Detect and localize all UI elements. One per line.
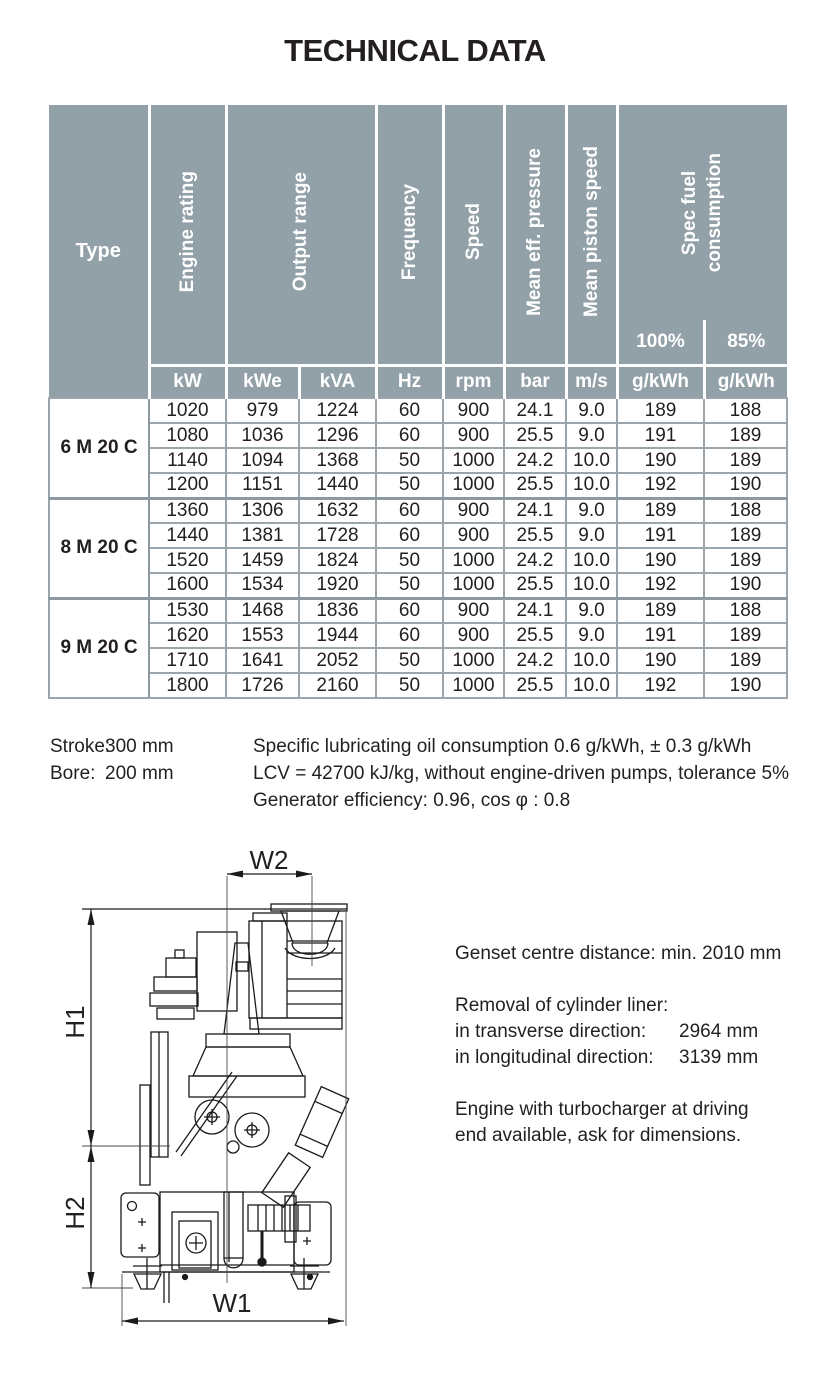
bore-label: Bore: — [50, 763, 96, 784]
data-cell: 24.2 — [504, 548, 566, 573]
column-header-speed: Speed — [443, 105, 504, 365]
table-row — [49, 598, 787, 623]
unit-gkwh-85: g/kWh — [704, 365, 787, 398]
data-cell: 1534 — [226, 573, 299, 598]
technical-data-table — [48, 105, 788, 699]
data-cell: 189 — [704, 648, 787, 673]
unit-gkwh-100: g/kWh — [617, 365, 704, 398]
data-cell: 1000 — [443, 573, 504, 598]
engine-type: 9 M 20 C — [49, 598, 149, 698]
unit-hz: Hz — [376, 365, 443, 398]
data-cell: 1020 — [149, 398, 226, 423]
data-cell: 1381 — [226, 523, 299, 548]
data-cell: 1600 — [149, 573, 226, 598]
table-row — [49, 573, 787, 598]
data-cell: 1920 — [299, 573, 376, 598]
data-cell: 900 — [443, 498, 504, 523]
data-cell: 1000 — [443, 673, 504, 698]
data-cell: 1140 — [149, 448, 226, 473]
data-cell: 1080 — [149, 423, 226, 448]
dimension-notes — [455, 941, 805, 1149]
engine-dimension-drawing — [40, 830, 460, 1340]
data-cell: 190 — [617, 548, 704, 573]
dim-label-h2: H2 — [60, 1196, 90, 1230]
table-row — [49, 623, 787, 648]
data-cell: 1000 — [443, 448, 504, 473]
data-cell: 10.0 — [566, 573, 617, 598]
data-cell: 1944 — [299, 623, 376, 648]
data-cell: 1520 — [149, 548, 226, 573]
table-row — [49, 398, 787, 423]
data-cell: 1224 — [299, 398, 376, 423]
data-cell: 1200 — [149, 473, 226, 498]
data-cell: 190 — [617, 448, 704, 473]
data-cell: 9.0 — [566, 423, 617, 448]
unit-kva: kVA — [299, 365, 376, 398]
data-cell: 25.5 — [504, 523, 566, 548]
data-cell: 50 — [376, 448, 443, 473]
data-cell: 10.0 — [566, 548, 617, 573]
data-cell: 25.5 — [504, 573, 566, 598]
engine-group-6m20c — [49, 398, 787, 498]
data-cell: 192 — [617, 473, 704, 498]
data-cell: 1710 — [149, 648, 226, 673]
data-cell: 9.0 — [566, 623, 617, 648]
column-header-output-range: Output range — [226, 105, 376, 365]
data-cell: 60 — [376, 498, 443, 523]
data-cell: 189 — [704, 448, 787, 473]
data-cell: 1000 — [443, 648, 504, 673]
data-cell: 191 — [617, 423, 704, 448]
data-cell: 900 — [443, 598, 504, 623]
data-cell: 50 — [376, 548, 443, 573]
data-cell: 1632 — [299, 498, 376, 523]
data-cell: 1000 — [443, 548, 504, 573]
data-cell: 1036 — [226, 423, 299, 448]
data-cell: 2052 — [299, 648, 376, 673]
data-cell: 50 — [376, 573, 443, 598]
data-cell: 1726 — [226, 673, 299, 698]
column-header-mean-eff-pressure: Mean eff. pressure — [504, 105, 566, 365]
unit-bar: bar — [504, 365, 566, 398]
stroke-row — [50, 733, 250, 760]
data-cell: 1440 — [149, 523, 226, 548]
liner-value: 3139 mm — [679, 1047, 759, 1068]
liner-label: in transverse direction: — [455, 1021, 647, 1042]
data-cell: 50 — [376, 473, 443, 498]
table-row — [49, 448, 787, 473]
data-cell: 60 — [376, 598, 443, 623]
table-row — [49, 523, 787, 548]
data-cell: 1728 — [299, 523, 376, 548]
data-cell: 190 — [617, 648, 704, 673]
data-cell: 189 — [704, 523, 787, 548]
table-row — [49, 498, 787, 523]
data-cell: 1468 — [226, 598, 299, 623]
data-cell: 190 — [704, 673, 787, 698]
data-cell: 900 — [443, 423, 504, 448]
unit-kwe: kWe — [226, 365, 299, 398]
data-cell: 60 — [376, 623, 443, 648]
genset-distance-line: Genset centre distance: min. 2010 mm — [455, 943, 782, 964]
data-cell: 25.5 — [504, 473, 566, 498]
data-cell: 191 — [617, 623, 704, 648]
unit-kw: kW — [149, 365, 226, 398]
engine-type: 8 M 20 C — [49, 498, 149, 598]
data-cell: 190 — [704, 473, 787, 498]
table-row — [49, 423, 787, 448]
data-cell: 1800 — [149, 673, 226, 698]
data-cell: 190 — [704, 573, 787, 598]
engine-group-8m20c — [49, 498, 787, 598]
data-cell: 2160 — [299, 673, 376, 698]
load-label-100: 100% — [617, 320, 704, 365]
data-cell: 25.5 — [504, 423, 566, 448]
data-cell: 192 — [617, 573, 704, 598]
data-cell: 188 — [704, 598, 787, 623]
data-cell: 189 — [704, 623, 787, 648]
data-cell: 979 — [226, 398, 299, 423]
data-cell: 60 — [376, 423, 443, 448]
data-cell: 1641 — [226, 648, 299, 673]
data-cell: 1296 — [299, 423, 376, 448]
liner-value: 2964 mm — [679, 1021, 759, 1042]
table-row — [49, 548, 787, 573]
data-cell: 9.0 — [566, 398, 617, 423]
data-cell: 1440 — [299, 473, 376, 498]
dimension-w1 — [122, 1318, 344, 1325]
engine-group-9m20c — [49, 598, 787, 698]
notes-text-block — [253, 733, 813, 814]
data-cell: 900 — [443, 623, 504, 648]
data-cell: 24.2 — [504, 648, 566, 673]
data-cell: 191 — [617, 523, 704, 548]
engine-outline — [82, 904, 349, 1303]
data-cell: 188 — [704, 498, 787, 523]
data-cell: 50 — [376, 648, 443, 673]
data-cell: 192 — [617, 673, 704, 698]
dim-label-h1: H1 — [60, 1005, 90, 1039]
column-header-engine-rating: Engine rating — [149, 105, 226, 365]
liner-row — [455, 1019, 805, 1045]
table-row — [49, 648, 787, 673]
engine-type: 6 M 20 C — [49, 398, 149, 498]
data-cell: 1459 — [226, 548, 299, 573]
column-header-type: Type — [49, 105, 149, 398]
engine-drawing-svg — [40, 830, 460, 1340]
data-cell: 900 — [443, 398, 504, 423]
bore-value: 200 mm — [105, 763, 174, 784]
data-cell: 900 — [443, 523, 504, 548]
liner-label: in longitudinal direction: — [455, 1047, 654, 1068]
data-cell: 1824 — [299, 548, 376, 573]
note-line: LCV = 42700 kJ/kg, without engine-driven pumps, tolerance 5% — [253, 763, 790, 784]
data-cell: 9.0 — [566, 598, 617, 623]
liner-row — [455, 1045, 805, 1071]
page-title: TECHNICAL DATA — [284, 33, 546, 68]
load-label-85: 85% — [704, 320, 787, 365]
data-cell: 189 — [617, 498, 704, 523]
data-cell: 1094 — [226, 448, 299, 473]
data-cell: 10.0 — [566, 473, 617, 498]
note-line: Generator efficiency: 0.96, cos φ : 0.8 — [253, 790, 571, 811]
data-cell: 50 — [376, 673, 443, 698]
data-cell: 1360 — [149, 498, 226, 523]
liner-removal-title: Removal of cylinder liner: — [455, 995, 669, 1016]
bore-row — [50, 760, 250, 787]
turbocharger-note-line: end available, ask for dimensions. — [455, 1125, 742, 1146]
turbocharger-note — [455, 1097, 805, 1149]
data-cell: 25.5 — [504, 623, 566, 648]
data-cell: 10.0 — [566, 673, 617, 698]
column-header-frequency: Frequency — [376, 105, 443, 365]
column-header-mean-piston-speed: Mean piston speed — [566, 105, 617, 365]
data-cell: 9.0 — [566, 523, 617, 548]
note-line: Specific lubricating oil consumption 0.6 g/kWh, ± 0.3 g/kWh — [253, 736, 752, 757]
data-cell: 1836 — [299, 598, 376, 623]
data-cell: 1000 — [443, 473, 504, 498]
data-cell: 1530 — [149, 598, 226, 623]
data-cell: 60 — [376, 398, 443, 423]
table-row — [49, 673, 787, 698]
data-cell: 25.5 — [504, 673, 566, 698]
data-cell: 1306 — [226, 498, 299, 523]
data-cell: 1151 — [226, 473, 299, 498]
data-cell: 188 — [704, 398, 787, 423]
data-cell: 24.2 — [504, 448, 566, 473]
data-cell: 10.0 — [566, 648, 617, 673]
data-cell: 1553 — [226, 623, 299, 648]
data-cell: 189 — [704, 548, 787, 573]
data-cell: 24.1 — [504, 398, 566, 423]
data-cell: 189 — [617, 598, 704, 623]
stroke-bore-block — [50, 733, 250, 787]
data-cell: 60 — [376, 523, 443, 548]
data-cell: 9.0 — [566, 498, 617, 523]
dim-label-w2: W2 — [249, 845, 289, 875]
data-cell: 24.1 — [504, 498, 566, 523]
data-cell: 24.1 — [504, 598, 566, 623]
dim-label-w1: W1 — [212, 1288, 252, 1318]
data-cell: 10.0 — [566, 448, 617, 473]
turbocharger-note-line: Engine with turbocharger at driving — [455, 1099, 749, 1120]
stroke-value: 300 mm — [105, 736, 174, 757]
column-header-spec-fuel-consumption: Spec fuel consumption — [617, 105, 787, 320]
dimension-labels — [60, 845, 289, 1318]
data-cell: 189 — [704, 423, 787, 448]
table-row — [49, 473, 787, 498]
data-cell: 1620 — [149, 623, 226, 648]
unit-ms: m/s — [566, 365, 617, 398]
liner-removal-block — [455, 993, 805, 1071]
unit-rpm: rpm — [443, 365, 504, 398]
table-header — [49, 105, 787, 398]
data-cell: 189 — [617, 398, 704, 423]
stroke-label: Stroke: — [50, 736, 111, 757]
data-cell: 1368 — [299, 448, 376, 473]
